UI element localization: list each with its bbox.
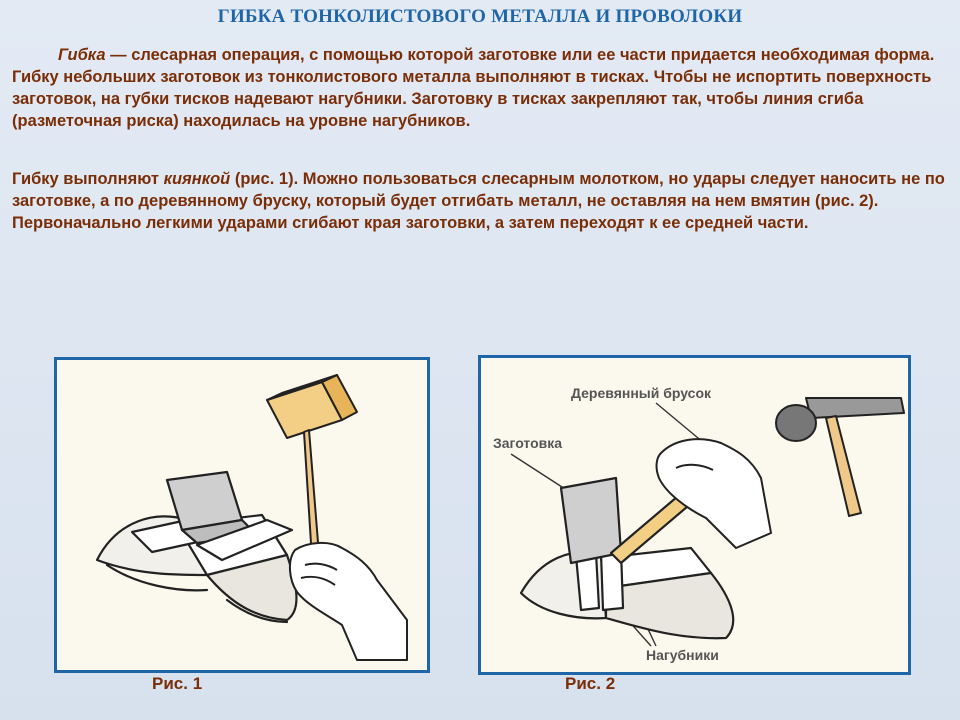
paragraph-1 xyxy=(12,44,948,132)
hand-icon xyxy=(657,439,771,548)
figure-2-illustration xyxy=(481,358,908,672)
figure-1-illustration xyxy=(57,360,427,670)
term-mallet: киянкой xyxy=(163,170,231,188)
hammer-icon xyxy=(776,398,904,516)
paragraph-2 xyxy=(12,168,948,234)
label-jaws: Нагубники xyxy=(646,647,719,663)
workpiece-sheet-icon xyxy=(561,478,621,563)
figure-2 xyxy=(478,355,911,675)
figure-1 xyxy=(54,357,430,673)
page-title: ГИБКА ТОНКОЛИСТОВОГО МЕТАЛЛА И ПРОВОЛОКИ xyxy=(217,6,743,27)
label-workpiece: Заготовка xyxy=(493,435,563,451)
paragraph-2-before: Гибку выполняют xyxy=(12,170,164,188)
paragraph-2-after: (рис. 1). Можно пользоваться слесарным молотком, но удары следует наносить не по заготовке, а по деревянному бруску, который будет отгибать металл, не оставляя на нем вмятин (рис. 2). Первоначально легкими ударами сгибают края заготовки, а затем переходят к ее средней части. xyxy=(12,170,945,232)
figure-2-caption: Рис. 2 xyxy=(565,674,616,693)
figure-1-caption: Рис. 1 xyxy=(152,674,203,693)
hand-icon xyxy=(290,543,407,660)
label-wooden-block: Деревянный брусок xyxy=(571,385,712,401)
term-bending: Гибка xyxy=(58,46,106,64)
paragraph-1-text: — слесарная операция, с помощью которой заготовке или ее части придается необходимая форма. Гибку небольших заготовок из тонколистового металла выполняют в тисках. Чтобы не испортить поверхность заготовок, на губки тисков надевают нагубники. Заготовку в тисках закрепляют так, чтобы линия сгиба (разметочная риска) находилась на уровне нагубников. xyxy=(12,46,935,130)
